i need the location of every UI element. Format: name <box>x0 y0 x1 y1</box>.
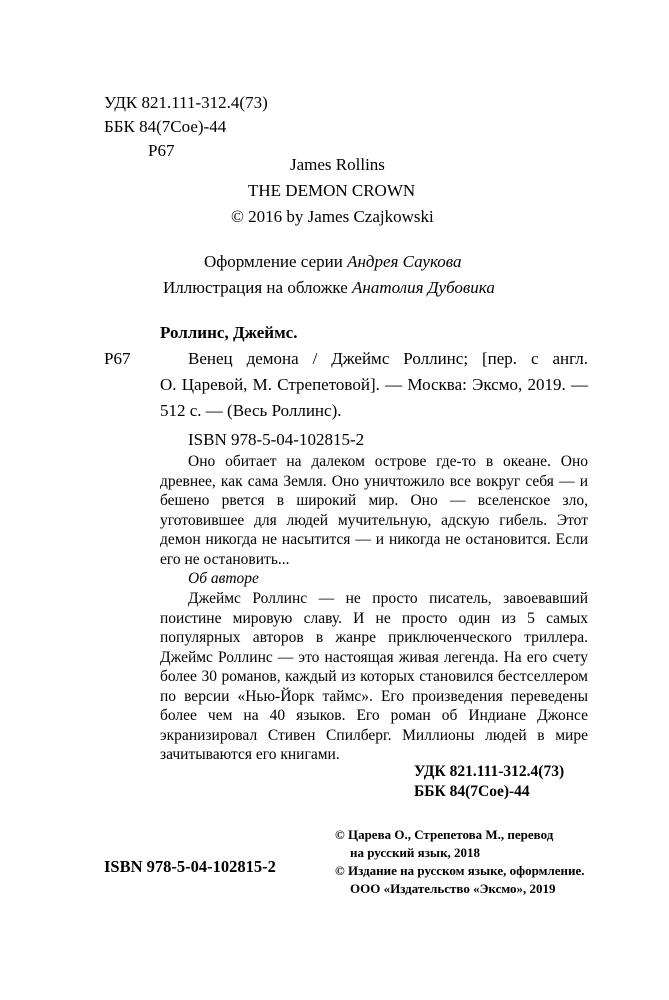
edition-copyright-line-1: © Издание на русском языке, оформление. <box>335 863 585 878</box>
original-title: THE DEMON CROWN <box>248 181 416 200</box>
bib-heading: Роллинс, Джеймс. <box>160 323 298 342</box>
series-design-credit <box>204 252 462 272</box>
udk-header: УДК 821.111-312.4(73) <box>104 93 268 112</box>
cover-illustration-credit <box>163 278 495 298</box>
bib-line-1: Венец демона / Джеймс Роллинс; [пер. с англ. <box>188 349 588 368</box>
author-code-header: Р67 <box>148 141 175 160</box>
bib-isbn: ISBN 978-5-04-102815-2 <box>188 430 365 449</box>
annotation-text: Оно обитает на далеком острове где-то в океане. Оно древнее, как сама Земля. Оно уничтожило все вокруг себя — и бешено рвется в широкий мир. Оно — вселенское зло, уготовившее для людей мучительную, адскую гибель. Этот демон никогда не насытится — и никогда не остановится. Если его не остановить... <box>160 453 588 568</box>
isbn-footer: ISBN 978-5-04-102815-2 <box>104 857 276 876</box>
bib-line-3: 512 с. — (Весь Роллинс). <box>160 401 342 420</box>
translation-copyright-line-2: на русский язык, 2018 <box>350 845 481 860</box>
cover-credit-name: Анатолия Дубовика <box>352 278 495 297</box>
translation-copyright-line-1: © Царева О., Стрепетова М., перевод <box>335 827 554 842</box>
about-author-text: Джеймс Роллинс — не просто писатель, завоевавший поистине мировую славу. И не просто один из 5 самых популярных авторов в жанре приключенческого триллера. Джеймс Роллинс — это настоящая живая легенда. На его счету более 30 романов, каждый из которых становился бестселлером по версии «Нью-Йорк таймс». Его произведения переведены более чем на 40 языков. Его роман об Индиане Джонсе экранизировал Стивен Спилберг. Миллионы людей в мире зачитываются его книгами. <box>160 590 588 763</box>
original-copyright: © 2016 by James Czajkowski <box>231 207 434 226</box>
series-credit-label: Оформление серии <box>204 252 343 271</box>
series-credit-name: Андрея Саукова <box>347 252 462 271</box>
about-author-heading: Об авторе <box>188 570 259 587</box>
bbk-footer: ББК 84(7Сое)-44 <box>414 783 530 800</box>
bbk-header: ББК 84(7Сое)-44 <box>104 117 227 136</box>
bib-line-2: О. Царевой, М. Стрепетовой]. — Москва: Эксмо, 2019. — <box>160 375 588 394</box>
original-author: James Rollins <box>290 155 385 174</box>
bib-code: Р67 <box>104 349 131 368</box>
udk-footer: УДК 821.111-312.4(73) <box>414 763 565 780</box>
edition-copyright-line-2: ООО «Издательство «Эксмо», 2019 <box>350 881 556 896</box>
cover-credit-label: Иллюстрация на обложке <box>163 278 348 297</box>
